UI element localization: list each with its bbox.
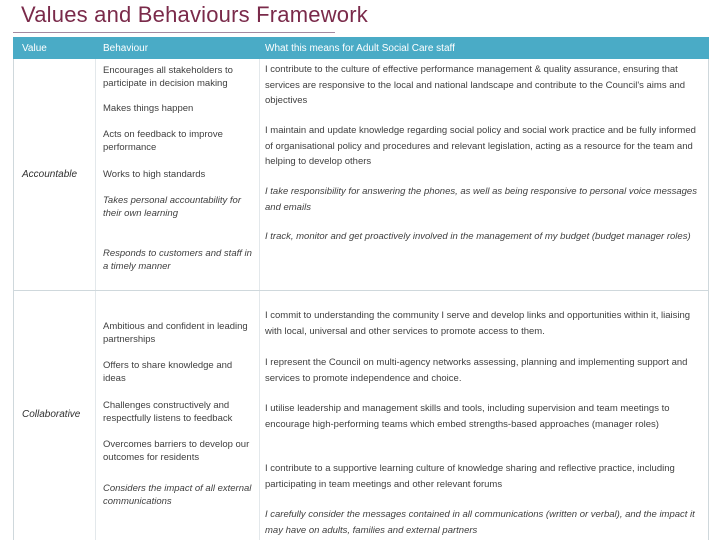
meaning-item: I contribute to a supportive learning culture of knowledge sharing and reflective practice, including participating in team meetings and other relevant forums bbox=[265, 463, 675, 490]
behaviour-item: Offers to share knowledge and ideas bbox=[103, 360, 233, 384]
meaning-item: I take responsibility for answering the phones, as well as being responsive to personal voice messages and emails bbox=[265, 186, 697, 213]
meaning-item: I represent the Council on multi-agency networks assessing, planning and implementing support and services to promote independence and choice. bbox=[265, 357, 688, 384]
meaning-item: I maintain and update knowledge regarding social policy and social work practice and be fully informed of organisational policy and procedures and relevant legislation, acting as a resource for the team and helping to develop others bbox=[265, 125, 696, 167]
behaviour-item: Overcomes barriers to develop our outcomes for residents bbox=[103, 439, 250, 463]
title-underline bbox=[13, 32, 335, 33]
behaviour-item: Considers the impact of all external communications bbox=[103, 483, 252, 507]
header-meaning: What this means for Adult Social Care staff bbox=[265, 43, 455, 54]
behaviour-item: Acts on feedback to improve performance bbox=[103, 129, 223, 153]
table-header bbox=[13, 37, 709, 59]
header-value: Value bbox=[22, 43, 47, 54]
value-collaborative: Collaborative bbox=[22, 409, 81, 420]
behaviour-item: Responds to customers and staff in a timely manner bbox=[103, 248, 252, 272]
meaning-item: I track, monitor and get proactively involved in the management of my budget (budget manager roles) bbox=[265, 231, 691, 242]
behaviour-item: Ambitious and confident in leading partnerships bbox=[103, 321, 248, 345]
meaning-item: I carefully consider the messages contained in all communications (written or verbal), and the impact it may have on adults, families and external partners bbox=[265, 509, 695, 536]
behaviour-item: Encourages all stakeholders to participate in decision making bbox=[103, 65, 233, 89]
section-divider bbox=[13, 290, 709, 291]
meaning-item: I contribute to the culture of effective performance management & quality assurance, ensuring that services are responsive to the local and national landscape and contribute to the Council's aims and objectives bbox=[265, 64, 686, 106]
meaning-item: I utilise leadership and management skills and tools, including supervision and team meetings to encourage high-performing teams which embed strengths-based approaches (manager roles) bbox=[265, 403, 670, 430]
page-title: Values and Behaviours Framework bbox=[21, 2, 368, 27]
column-divider bbox=[259, 59, 260, 540]
column-divider bbox=[95, 59, 96, 540]
header-behaviour: Behaviour bbox=[103, 43, 149, 54]
value-accountable: Accountable bbox=[22, 169, 78, 180]
behaviour-item: Makes things happen bbox=[103, 103, 194, 114]
behaviour-item: Challenges constructively and respectfully listens to feedback bbox=[103, 400, 233, 424]
meaning-item: I commit to understanding the community I serve and develop links and opportunities within it, liaising with local, universal and other services to promote access to them. bbox=[265, 310, 691, 337]
behaviour-item: Works to high standards bbox=[103, 169, 206, 180]
behaviour-item: Takes personal accountability for their own learning bbox=[103, 195, 242, 219]
